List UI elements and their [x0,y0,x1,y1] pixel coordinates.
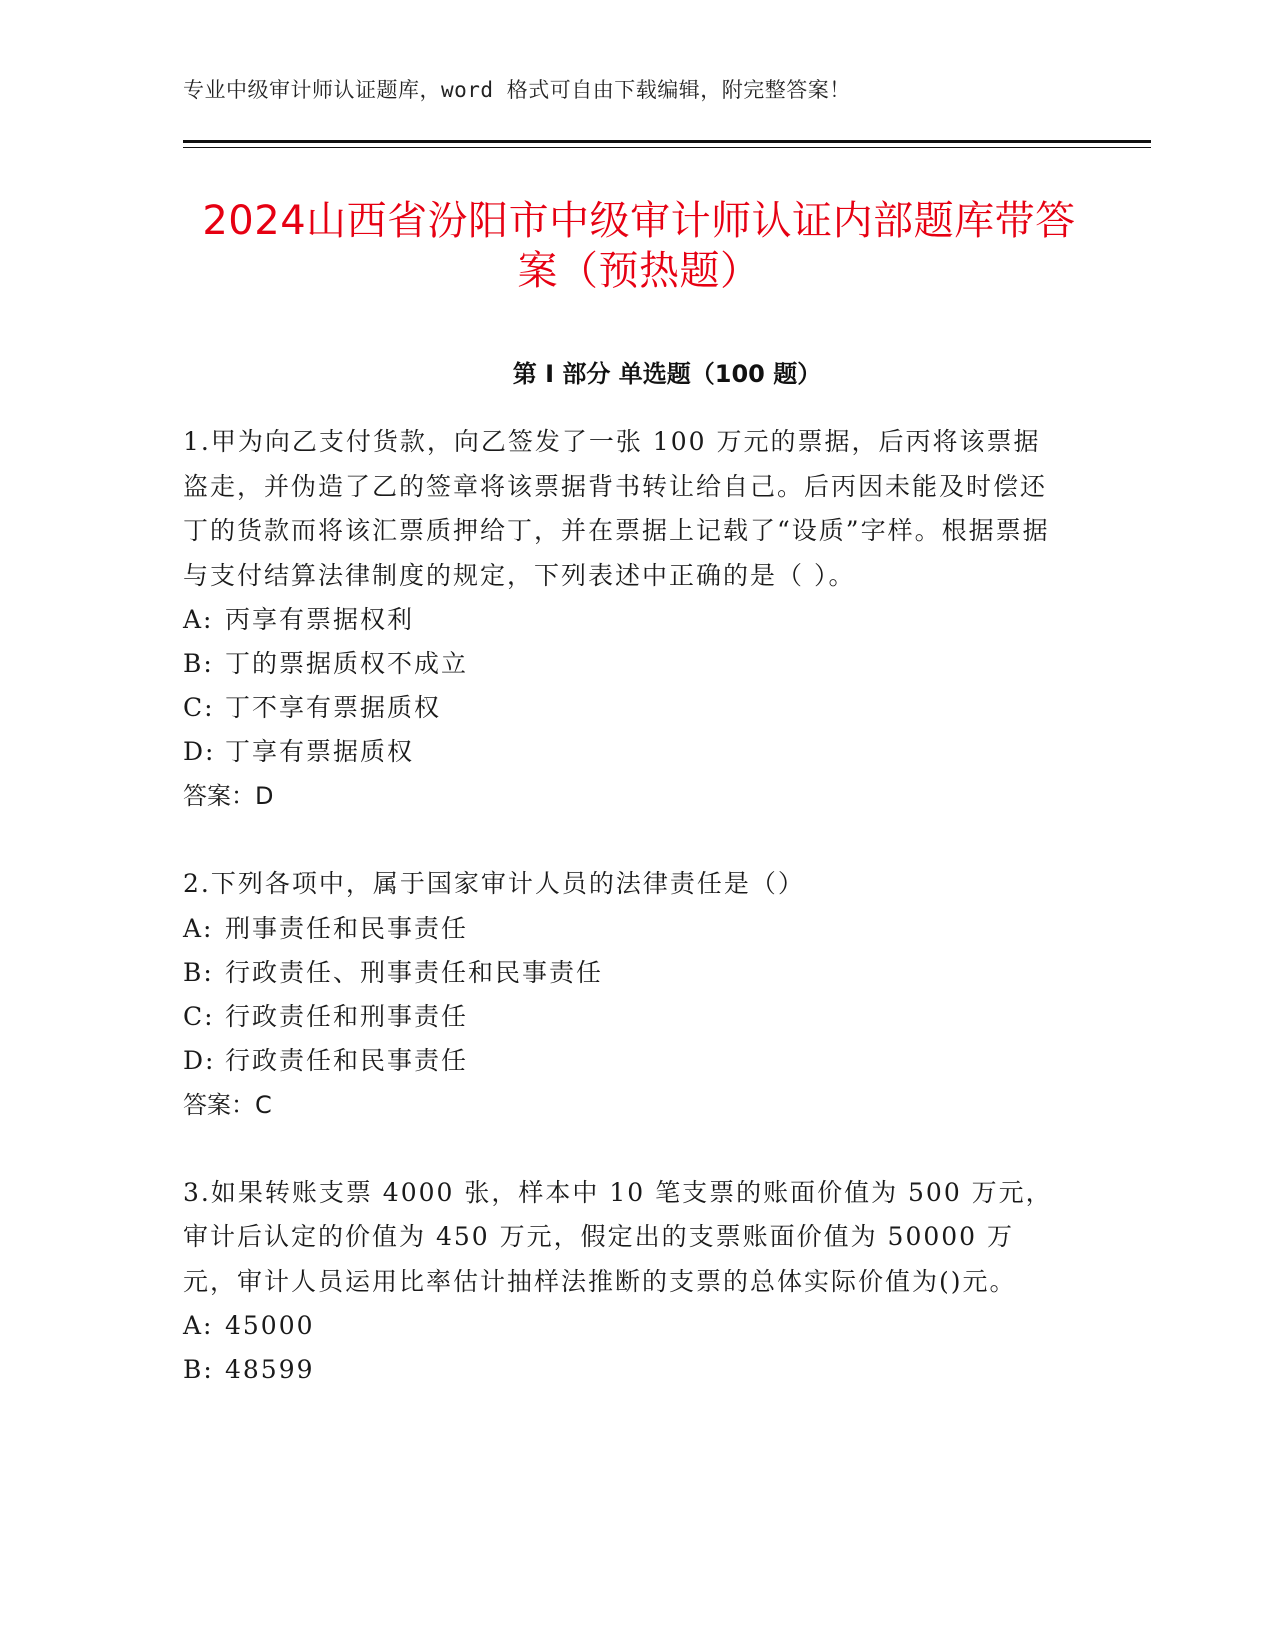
option-letter: D: [183,1045,216,1075]
option-a [183,598,1063,642]
question-stem: 1.甲为向乙支付货款，向乙签发了一张 100 万元的票据，后丙将该票据盗走，并伪造了乙的签章将该票据背书转让给自己。后丙因未能及时偿还丁的货款而将该汇票质押给丁，并在票据上记载了“设质”字样。根据票据与支付结算法律制度的规定，下列表述中正确的是（ ）。 [183,427,1050,590]
option-letter: D: [183,737,216,766]
option-letter: C: [183,1001,215,1031]
option-letter: C: [183,693,215,722]
option-text: 丁的票据质权不成立 [225,649,469,678]
option-letter: A: [183,913,214,943]
header-rule-thin [183,147,1151,148]
question-stem: 2.下列各项中，属于国家审计人员的法律责任是（） [183,869,805,898]
option-letter: B: [183,649,214,678]
option-letter: A: [183,1311,214,1340]
header-rule-thick [183,140,1151,143]
header-note: 专业中级审计师认证题库，word 格式可自由下载编辑，附完整答案！ [183,78,851,102]
option-a [183,907,1063,951]
option-text: 48599 [225,1355,315,1384]
option-text: 行政责任和民事责任 [225,1045,469,1075]
section-heading: 第 I 部分 单选题（100 题） [512,360,822,388]
option-text: 行政责任、刑事责任和民事责任 [225,957,604,987]
option-a [183,1304,1063,1348]
option-letter: B: [183,1355,214,1384]
answer-label: 答案： [183,782,255,810]
question-stem: 3.如果转账支票 4000 张，样本中 10 笔支票的账面价值为 500 万元，审计后认定的价值为 450 万元，假定出的支票账面价值为 50000 万元，审计人员运用比率估计抽样法推断的支票的总体实际价值为()元。 [183,1177,1053,1296]
option-text: 行政责任和刑事责任 [225,1001,469,1031]
question-3 [183,1171,1063,1393]
option-text: 刑事责任和民事责任 [225,913,469,943]
option-b [183,951,1063,995]
option-b [183,1348,1063,1392]
option-letter: A: [183,605,214,634]
option-d [183,730,1063,774]
option-c [183,995,1063,1039]
option-text: 丁享有票据质权 [225,737,415,766]
option-text: 丙享有票据权利 [225,605,415,634]
option-text: 丁不享有票据质权 [225,693,442,722]
option-text: 45000 [225,1311,315,1340]
question-2 [183,862,1063,1127]
option-d [183,1039,1063,1083]
option-c [183,686,1063,730]
answer-line [183,774,1063,818]
answer-line [183,1083,1063,1127]
answer-label: 答案： [183,1090,255,1119]
option-b [183,642,1063,686]
answer-value: D [255,782,274,810]
option-letter: B: [183,957,214,987]
document-title: 2024山西省汾阳市中级审计师认证内部题库带答案（预热题） [202,198,1076,294]
question-list [183,420,1063,1436]
question-1 [183,420,1063,818]
answer-value: C [255,1090,272,1119]
